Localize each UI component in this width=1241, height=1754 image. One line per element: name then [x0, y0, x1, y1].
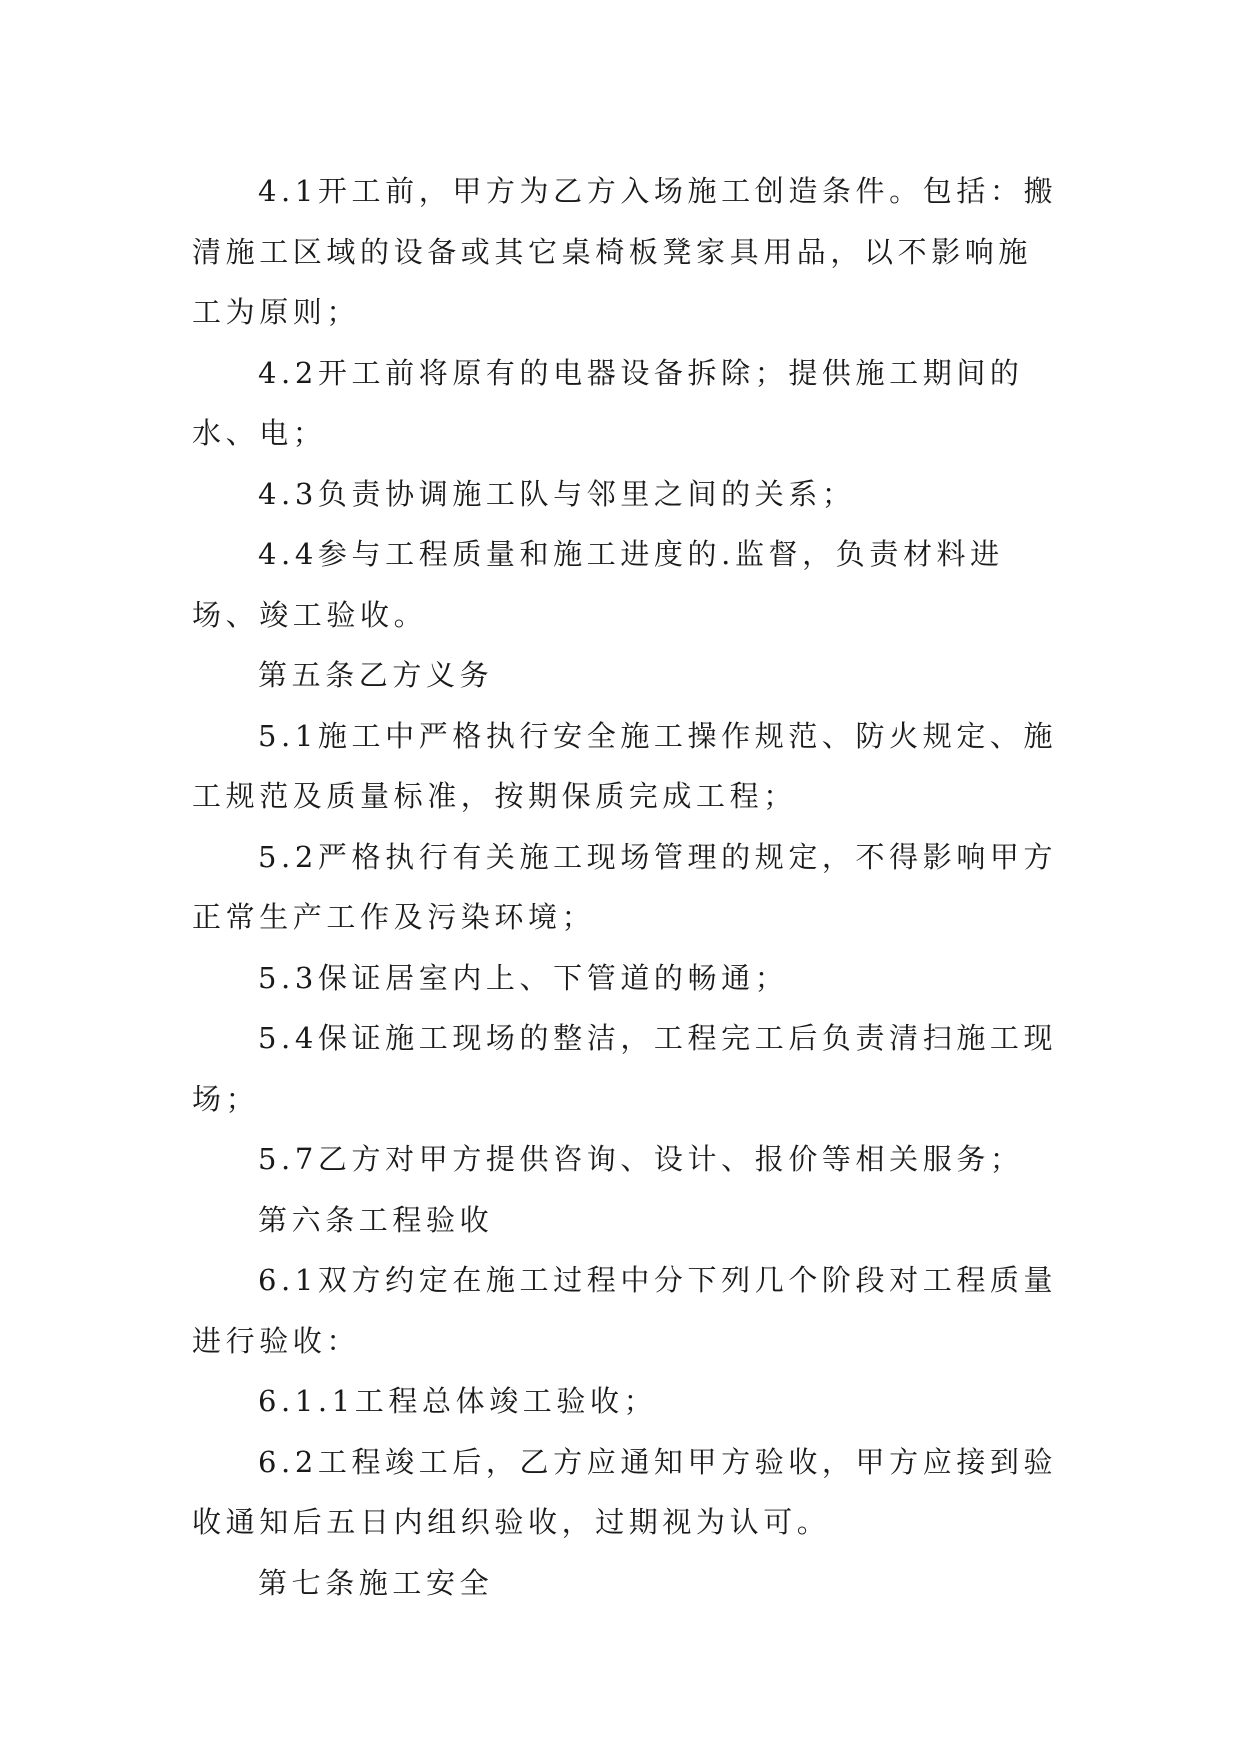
clause-5-7: 5.7乙方对甲方提供咨询、设计、报价等相关服务； [258, 1142, 1024, 1176]
clause-5-3: 5.3保证居室内上、下管道的畅通； [258, 960, 789, 995]
clause-5-2: 5.2严格执行有关施工现场管理的规定，不得影响甲方正常生产工作及污染环境； [192, 839, 1058, 934]
clause-4-1: 4.1开工前，甲方为乙方入场施工创造条件。包括：搬清施工区域的设备或其它桌椅板凳家具用品，以不影响施工为原则； [192, 174, 1058, 329]
clause-4-3: 4.3负责协调施工队与邻里之间的关系； [258, 476, 856, 511]
document-body [192, 161, 1062, 1613]
clause-5-1: 5.1施工中严格执行安全施工操作规范、防火规定、施工规范及质量标准，按期保质完成工程； [192, 718, 1058, 813]
section-heading-5: 第五条乙方义务 [258, 658, 494, 692]
section-heading-6: 第六条工程验收 [258, 1202, 494, 1237]
clause-5-4: 5.4保证施工现场的整洁，工程完工后负责清扫施工现场； [192, 1021, 1058, 1116]
clause-6-1: 6.1双方约定在施工过程中分下列几个阶段对工程质量进行验收： [192, 1263, 1058, 1358]
clause-4-2: 4.2开工前将原有的电器设备拆除；提供施工期间的水、电； [192, 355, 1024, 450]
clause-6-2: 6.2工程竣工后，乙方应通知甲方验收，甲方应接到验收通知后五日内组织验收，过期视为认可。 [192, 1444, 1058, 1539]
section-heading-7: 第七条施工安全 [258, 1565, 494, 1600]
clause-4-4: 4.4参与工程质量和施工进度的.监督，负责材料进场、竣工验收。 [192, 537, 1004, 632]
clause-6-1-1: 6.1.1工程总体竣工验收； [258, 1384, 658, 1418]
